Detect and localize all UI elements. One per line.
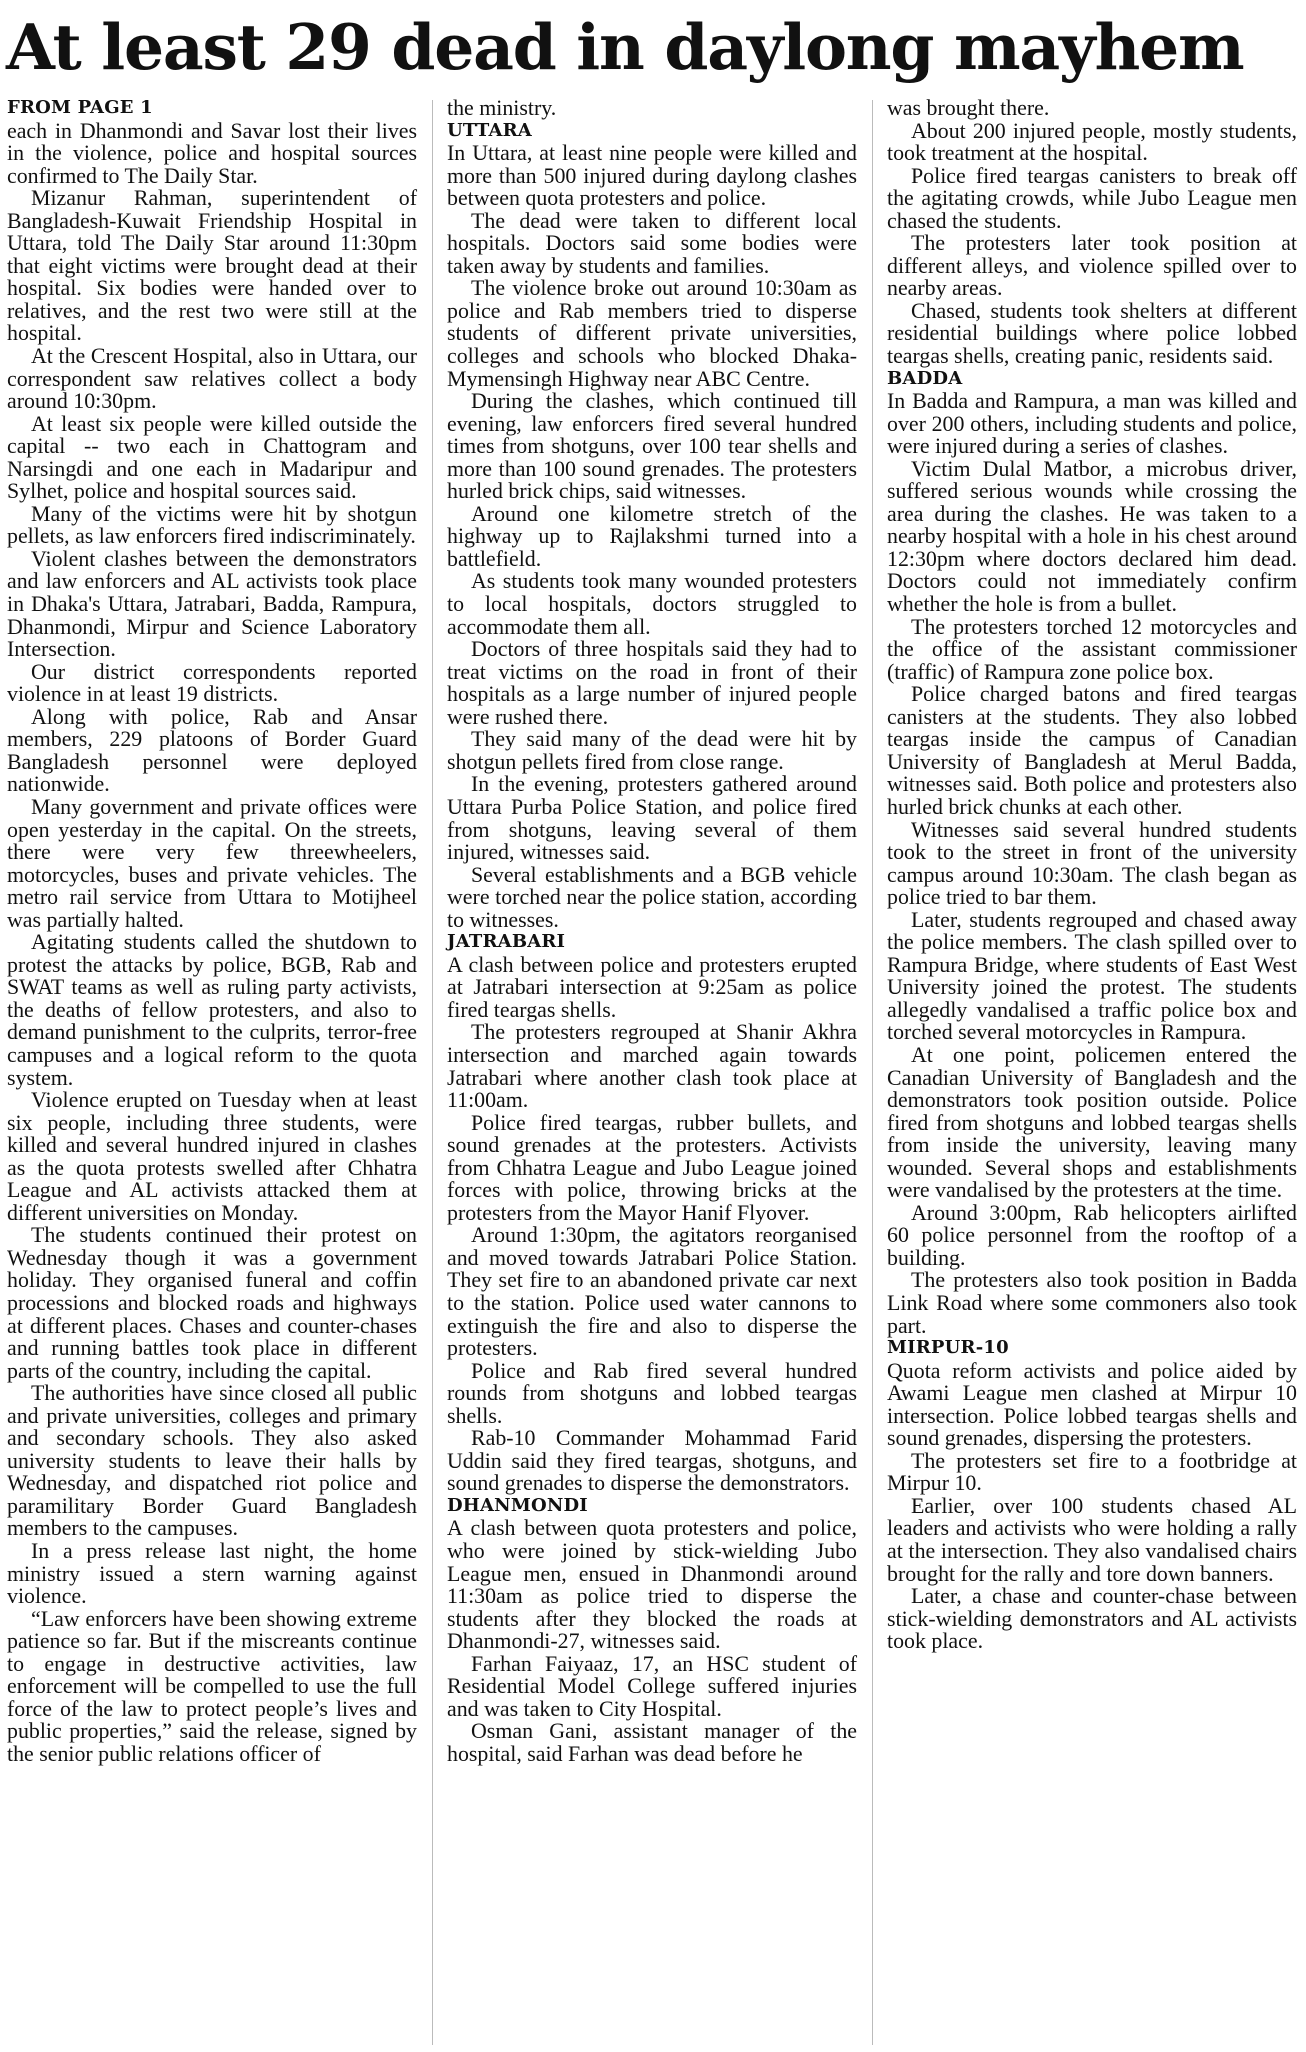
paragraph: The violence broke out around 10:30am as police and Rab members tried to disperse students of different private universities, colleges and schools who blocked Dhaka-Mymensingh Highway near ABC Centre. — [447, 275, 857, 391]
paragraph: the ministry. — [447, 95, 557, 120]
paragraph: “Law enforcers have been showing extreme patience so far. But if the miscreants continue to engage in destructive activities, law enforcement will be compelled to use the full force of the law to protect people’s lives and public properties,” said the release, signed by the senior public relations officer of — [7, 1605, 417, 1766]
paragraph: Police fired teargas canisters to break off the agitating crowds, while Jubo League men chased the students. — [887, 162, 1297, 233]
paragraph: Rab-10 Commander Mohammad Farid Uddin said they fired teargas, shotguns, and sound grenades to disperse the demonstrators. — [447, 1425, 857, 1496]
paragraph: each in Dhanmondi and Savar lost their lives in the violence, police and hospital sources confirmed to The Daily Star. — [7, 117, 417, 188]
paragraph: During the clashes, which continued till evening, law enforcers fired several hundred times from shotguns, over 100 tear shells and more than 100 sound grenades. The protesters hurled brick chips, said witnesses. — [447, 388, 857, 504]
paragraph: Witnesses said several hundred students took to the street in front of the university campus around 10:30am. The clash began as police tried to bar them. — [887, 816, 1297, 910]
paragraph: Violent clashes between the demonstrators and law enforcers and AL activists took place in Dhaka's Uttara, Jatrabari, Badda, Rampura, Dhanmondi, Mirpur and Science Laboratory Intersection. — [7, 545, 417, 662]
paragraph: In the evening, protesters gathered around Uttara Purba Police Station, and police fired from shotguns, leaving several of them injured, witnesses said. — [447, 771, 857, 865]
paragraph: Earlier, over 100 students chased AL leaders and activists who were holding a rally at the intersection. They also vandalised chairs brought for the rally and tore down banners. — [887, 1492, 1297, 1586]
column-divider — [432, 100, 433, 2045]
paragraph: In a press release last night, the home ministry issued a stern warning against violence. — [7, 1538, 417, 1609]
paragraph: Mizanur Rahman, superintendent of Bangladesh-Kuwait Friendship Hospital in Uttara, told The Daily Star around 11:30pm that eight victims were brought dead at their hospital. Six bodies were handed over to relatives, and the rest two were still at the hospital. — [7, 185, 417, 346]
paragraph: As students took many wounded protesters to local hospitals, doctors struggled to accommodate them all. — [447, 568, 857, 639]
paragraph: Osman Gani, assistant manager of the hospital, said Farhan was dead before he — [447, 1718, 857, 1766]
paragraph: The protesters torched 12 motorcycles and the office of the assistant commissioner (traffic) of Rampura zone police box. — [887, 613, 1297, 684]
paragraph: At the Crescent Hospital, also in Uttara, our correspondent saw relatives collect a body around 10:30pm. — [7, 343, 417, 414]
paragraph: The protesters regrouped at Shanir Akhra intersection and marched again towards Jatrabari where another clash took place at 11:00am. — [447, 1019, 857, 1113]
paragraph: Police and Rab fired several hundred rounds from shotguns and lobbed teargas shells. — [447, 1357, 857, 1428]
paragraph: Our district correspondents reported violence in at least 19 districts. — [7, 658, 417, 707]
paragraph: Around 3:00pm, Rab helicopters airlifted 60 police personnel from the rooftop of a building. — [887, 1199, 1297, 1270]
paragraph: In Badda and Rampura, a man was killed and over 200 others, including students and police, were injured during a series of clashes. — [887, 388, 1297, 459]
paragraph: Along with police, Rab and Ansar members, 229 platoons of Border Guard Bangladesh personnel were deployed nationwide. — [7, 703, 417, 797]
paragraph: Later, students regrouped and chased away the police members. The clash spilled over to Rampura Bridge, where students of East West University joined the protest. The students allegedly vandalised a traffic police box and torched several motorcycles in Rampura. — [887, 906, 1297, 1045]
paragraph: was brought there. — [887, 95, 1050, 120]
paragraph: Violence erupted on Tuesday when at least six people, including three students, were killed and several hundred injured in clashes as the quota protests swelled after Chhatra League and AL activists attacked them at different universities on Monday. — [7, 1087, 417, 1225]
paragraph: Around one kilometre stretch of the highway up to Rajlakshmi turned into a battlefield. — [447, 500, 857, 571]
column-divider — [872, 100, 873, 2045]
paragraph: The protesters also took position in Badda Link Road where some commoners also took part. — [887, 1267, 1297, 1338]
section-heading-jatrabari: JATRABARI — [447, 931, 566, 953]
paragraph: Farhan Faiyaaz, 17, an HSC student of Residential Model College suffered injuries and was taken to City Hospital. — [447, 1650, 857, 1721]
headline: At least 29 dead in daylong mayhem — [6, 10, 1244, 84]
paragraph: Victim Dulal Matbor, a microbus driver, suffered serious wounds while crossing the area during the clashes. He was taken to a nearby hospital with a hole in his chest around 12:30pm where doctors declared him dead. Doctors could not immediately confirm whether the hole is from a bullet. — [887, 455, 1297, 617]
paragraph: A clash between quota protesters and police, who were joined by stick-wielding Jubo League men, ensued in Dhanmondi around 11:30am as police tried to disperse the students after they blocked the roads at Dhanmondi-27, witnesses said. — [447, 1515, 857, 1654]
paragraph: A clash between police and protesters erupted at Jatrabari intersection at 9:25am as police fired teargas shells. — [447, 951, 857, 1022]
paragraph: The protesters set fire to a footbridge at Mirpur 10. — [887, 1447, 1297, 1496]
jump-line: FROM PAGE 1 — [7, 97, 153, 118]
paragraph: Many government and private offices were open yesterday in the capital. On the streets, there were very few threewheelers, motorcycles, buses and private vehicles. The metro rail service from Uttara to Motijheel was partially halted. — [7, 793, 417, 932]
section-heading-dhanmondi: DHANMONDI — [447, 1494, 588, 1516]
paragraph: Doctors of three hospitals said they had to treat victims on the road in front of their hospitals as a large number of injured people were rushed there. — [447, 636, 857, 729]
section-heading-uttara: UTTARA — [447, 119, 532, 141]
section-heading-badda: BADDA — [887, 367, 963, 389]
paragraph: Later, a chase and counter-chase between stick-wielding demonstrators and AL activists took place. — [887, 1583, 1297, 1654]
paragraph: Chased, students took shelters at different residential buildings where police lobbed teargas shells, creating panic, residents said. — [887, 297, 1297, 369]
paragraph: The dead were taken to different local hospitals. Doctors said some bodies were taken away by students and families. — [447, 207, 857, 278]
column-1 — [7, 97, 417, 1765]
paragraph: Around 1:30pm, the agitators reorganised and moved towards Jatrabari Police Station. They set fire to an abandoned private car next to the station. Police used water cannons to extinguish the fire and also to disperse the protesters. — [447, 1222, 857, 1361]
paragraph: In Uttara, at least nine people were killed and more than 500 injured during daylong clashes between quota protesters and police. — [447, 140, 857, 211]
column-3 — [887, 97, 1297, 1653]
paragraph: About 200 injured people, mostly students, took treatment at the hospital. — [887, 117, 1297, 166]
paragraph: Quota reform activists and police aided by Awami League men clashed at Mirpur 10 intersection. Police lobbed teargas shells and sound grenades, dispersing the protesters. — [887, 1357, 1297, 1451]
paragraph: They said many of the dead were hit by shotgun pellets fired from close range. — [447, 726, 857, 774]
paragraph: Police fired teargas, rubber bullets, and sound grenades at the protesters. Activists from Chhatra League and Jubo League joined forces with police, throwing bricks at the protesters from the Mayor Hanif Flyover. — [447, 1109, 857, 1225]
paragraph: At one point, policemen entered the Canadian University of Bangladesh and the demonstrators took position outside. Police fired from shotguns and lobbed teargas shells from inside the university, leaving many wounded. Several shops and establishments were vandalised by the protesters at the time. — [887, 1041, 1297, 1203]
paragraph: Several establishments and a BGB vehicle were torched near the police station, according to witnesses. — [447, 861, 857, 932]
paragraph: Many of the victims were hit by shotgun pellets, as law enforcers fired indiscriminately. — [7, 500, 417, 549]
section-heading-mirpur: MIRPUR-10 — [887, 1337, 1009, 1359]
column-2 — [447, 97, 857, 1765]
paragraph: Agitating students called the shutdown to protest the attacks by police, BGB, Rab and SWAT teams as well as ruling party activists, the deaths of fellow protesters, and also to demand punishment to the culprits, terror-free campuses and a logical reform to the quota system. — [7, 929, 417, 1090]
paragraph: Police charged batons and fired teargas canisters at the students. They also lobbed teargas inside the campus of Canadian University of Bangladesh at Merul Badda, witnesses said. Both police and protesters also hurled brick chunks at each other. — [887, 681, 1297, 819]
paragraph: The authorities have since closed all public and private universities, colleges and primary and secondary schools. They also asked university students to leave their halls by Wednesday, and dispatched riot police and paramilitary Border Guard Bangladesh members to the campuses. — [7, 1380, 417, 1541]
paragraph: The students continued their protest on Wednesday though it was a government holiday. They organised funeral and coffin processions and blocked roads and highways at different places. Chases and counter-chases and running battles took place in different parts of the country, including the capital. — [7, 1222, 417, 1383]
paragraph: At least six people were killed outside the capital -- two each in Chattogram and Narsingdi and one each in Madaripur and Sylhet, police and hospital sources said. — [7, 410, 417, 504]
paragraph: The protesters later took position at different alleys, and violence spilled over to nearby areas. — [887, 230, 1297, 301]
